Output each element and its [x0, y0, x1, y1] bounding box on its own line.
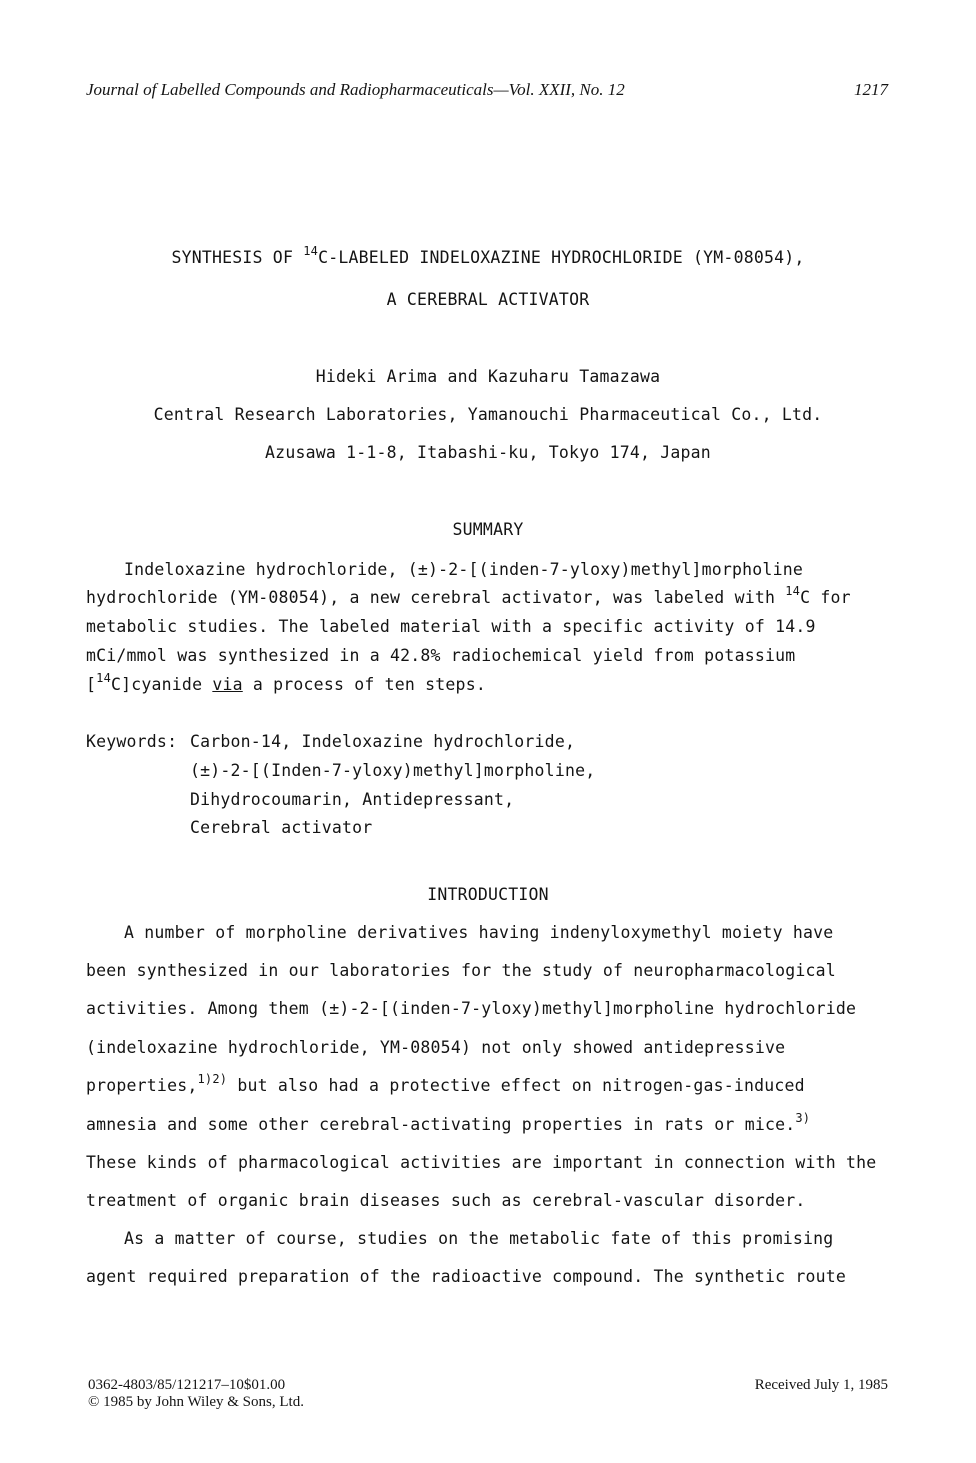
keyword-line: Dihydrocoumarin, Antidepressant, [190, 790, 515, 809]
intro-line: treatment of organic brain diseases such as cerebral-vascular disorder. [86, 1191, 806, 1210]
received-date: Received July 1, 1985 [754, 1377, 888, 1393]
article-code: 0362-4803/85/121217–10$01.00 [88, 1377, 286, 1393]
intro-line: (indeloxazine hydrochloride, YM-08054) not only showed antidepressive [86, 1038, 786, 1057]
intro-line: As a matter of course, studies on the metabolic fate of this promising [124, 1229, 834, 1248]
summary-line-5: [$^{14}$C]cyanide via a process of ten steps. [86, 671, 486, 694]
introduction-heading: INTRODUCTION [427, 885, 549, 904]
page-number: 1217 [854, 80, 888, 99]
keyword-line: (±)-2-[(Inden-7-yloxy)methyl]morpholine, [190, 761, 596, 780]
authors: Hideki Arima and Kazuharu Tamazawa [315, 367, 661, 386]
summary-line-3: metabolic studies. The labeled material with a specific activity of 14.9 [86, 617, 816, 636]
summary-line-1: Indeloxazine hydrochloride, (±)-2-[(inden-7-yloxy)methyl]morpholine [124, 560, 803, 579]
copyright-notice: © 1985 by John Wiley & Sons, Ltd. [88, 1394, 304, 1410]
intro-line: agent required preparation of the radioactive compound. The synthetic route [86, 1267, 847, 1286]
intro-line: amnesia and some other cerebral-activating properties in rats or mice.$^{3)}$ [86, 1111, 811, 1134]
keyword-line: Cerebral activator [190, 818, 373, 837]
affiliation-line-2: Azusawa 1-1-8, Itabashi-ku, Tokyo 174, Japan [265, 443, 711, 462]
summary-line-4: mCi/mmol was synthesized in a 42.8% radiochemical yield from potassium [86, 646, 796, 665]
intro-line: These kinds of pharmacological activities are important in connection with the [86, 1153, 877, 1172]
intro-line: activities. Among them (±)-2-[(inden-7-yloxy)methyl]morpholine hydrochloride [86, 999, 857, 1018]
paper-title-line-2: A CEREBRAL ACTIVATOR [386, 290, 590, 309]
paper-title-line-1: SYNTHESIS OF $^{14}$C-LABELED INDELOXAZINE HYDROCHLORIDE (YM-08054), [171, 244, 805, 267]
intro-line: A number of morpholine derivatives having indenyloxymethyl moiety have [124, 923, 834, 942]
intro-line: been synthesized in our laboratories for the study of neuropharmacological [86, 961, 836, 980]
journal-header: Journal of Labelled Compounds and Radiopharmaceuticals—Vol. XXII, No. 12 [86, 80, 625, 99]
affiliation-line-1: Central Research Laboratories, Yamanouchi Pharmaceutical Co., Ltd. [153, 405, 823, 424]
summary-heading: SUMMARY [452, 520, 524, 539]
summary-line-2: hydrochloride (YM-08054), a new cerebral activator, was labeled with $^{14}$C for [86, 584, 851, 607]
keywords-label: Keywords: [86, 732, 178, 751]
intro-line: properties,$^{1)2)}$ but also had a protective effect on nitrogen-gas-induced [86, 1072, 805, 1095]
keyword-line: Carbon-14, Indeloxazine hydrochloride, [190, 732, 576, 751]
